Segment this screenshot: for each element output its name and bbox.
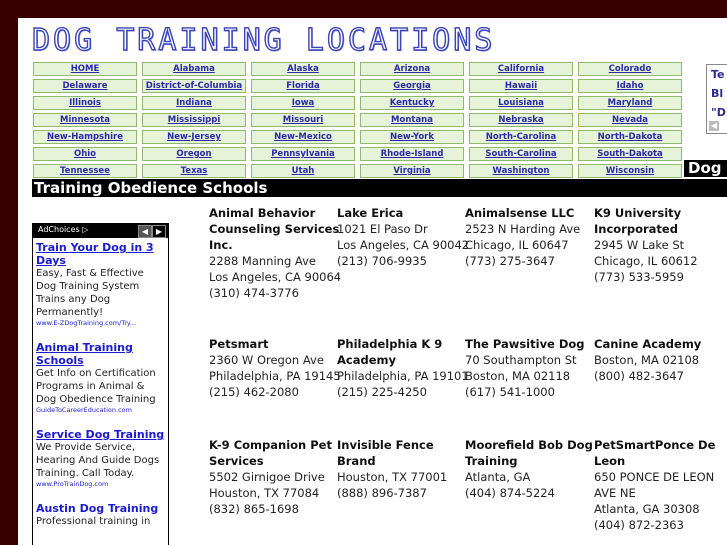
nav-link-idaho[interactable]: Idaho [578, 79, 682, 93]
nav-link-hawaii[interactable]: Hawaii [469, 79, 573, 93]
nav-link-utah[interactable]: Utah [251, 164, 355, 178]
side-widget-line: Te [711, 68, 725, 81]
page-heading-line2: Training Obedience Schools [32, 179, 727, 197]
side-widget-line: "D [711, 106, 726, 119]
nav-link-tennessee[interactable]: Tennessee [33, 164, 137, 178]
listing-name: PetSmartPonce De Leon [594, 438, 716, 468]
nav-link-nebraska[interactable]: Nebraska [469, 113, 573, 127]
listing-card [594, 437, 727, 533]
listing-name: Lake Erica [337, 206, 404, 220]
nav-link-new-hampshire[interactable]: New-Hampshire [33, 130, 137, 144]
nav-link-north-carolina[interactable]: North-Carolina [469, 130, 573, 144]
ad-url-link[interactable]: www.ProTrainDog.com [36, 480, 109, 488]
nav-link-iowa[interactable]: Iowa [251, 96, 355, 110]
ad-url-link[interactable]: GuideToCareerEducation.com [36, 406, 132, 414]
listings-grid [209, 205, 727, 545]
listing-name: K9 University Incorporated [594, 206, 682, 236]
listing-phone: (404) 872-2363 [594, 518, 684, 532]
nav-link-district-of-columbia[interactable]: District-of-Columbia [142, 79, 246, 93]
listing-address: 5502 Girnigoe Drive [209, 470, 325, 484]
ad-url-link[interactable]: www.E-ZDogTraining.com/Try... [36, 319, 137, 327]
nav-link-alabama[interactable]: Alabama [142, 62, 246, 76]
ad-header [33, 224, 168, 238]
listing-city: Chicago, IL 60647 [465, 238, 569, 252]
listing-city: Los Angeles, CA 90042 [337, 238, 470, 252]
ad-item [33, 502, 168, 528]
listing-address: 650 PONCE DE LEON AVE NE [594, 470, 715, 500]
listing-card [594, 336, 727, 384]
listing-phone: (773) 533-5959 [594, 270, 684, 284]
nav-link-minnesota[interactable]: Minnesota [33, 113, 137, 127]
chevron-left-icon[interactable]: ◀ [710, 121, 718, 130]
listing-city: Philadelphia, PA 19145 [209, 369, 341, 383]
listing-city: Atlanta, GA [465, 470, 531, 484]
nav-link-alaska[interactable]: Alaska [251, 62, 355, 76]
listing-card [465, 437, 600, 501]
listing-address: 2523 N Harding Ave [465, 222, 581, 236]
listing-name: The Pawsitive Dog [465, 337, 585, 351]
nav-link-louisiana[interactable]: Louisiana [469, 96, 573, 110]
ad-item [33, 341, 168, 415]
listing-name: Philadelphia K 9 Academy [337, 337, 443, 367]
listing-phone: (310) 474-3776 [209, 286, 299, 300]
ad-item [33, 241, 168, 328]
ad-title-link[interactable]: Service Dog Training [36, 428, 165, 441]
nav-link-north-dakota[interactable]: North-Dakota [578, 130, 682, 144]
nav-link-california[interactable]: California [469, 62, 573, 76]
nav-link-new-york[interactable]: New-York [360, 130, 464, 144]
listing-address: 2360 W Oregon Ave [209, 353, 324, 367]
listing-city: Boston, MA 02118 [465, 369, 571, 383]
nav-link-kentucky[interactable]: Kentucky [360, 96, 464, 110]
nav-link-illinois[interactable]: Illinois [33, 96, 137, 110]
listing-phone: (800) 482-3647 [594, 369, 684, 383]
nav-link-new-mexico[interactable]: New-Mexico [251, 130, 355, 144]
side-widget-line: Bl [711, 87, 724, 100]
listing-city: Boston, MA 02108 [594, 353, 700, 367]
listing-address: 70 Southampton St [465, 353, 577, 367]
ad-title-link[interactable]: Train Your Dog in 3 Days [36, 241, 154, 267]
nav-link-delaware[interactable]: Delaware [33, 79, 137, 93]
listing-name: K-9 Companion Pet Services [209, 438, 332, 468]
nav-link-virginia[interactable]: Virginia [360, 164, 464, 178]
listing-phone: (773) 275-3647 [465, 254, 555, 268]
listing-name: Invisible Fence Brand [337, 438, 434, 468]
listing-card [337, 437, 472, 501]
listing-address: 1021 El Paso Dr [337, 222, 428, 236]
nav-link-washington[interactable]: Washington [469, 164, 573, 178]
listing-phone: (888) 896-7387 [337, 486, 427, 500]
listing-phone: (832) 865-1698 [209, 502, 299, 516]
page-heading-line1: Dog [684, 160, 727, 177]
ad-title-link[interactable]: Animal Training Schools [36, 341, 133, 367]
listing-city: Houston, TX 77001 [337, 470, 448, 484]
ad-body: We Provide Service, Hearing And Guide Dogs Training. Call Today. [36, 442, 160, 479]
nav-link-texas[interactable]: Texas [142, 164, 246, 178]
listing-name: Petsmart [209, 337, 269, 351]
ad-body: Professional training in [36, 516, 151, 527]
listing-name: Animal Behavior Counseling Services Inc. [209, 206, 340, 252]
nav-link-oregon[interactable]: Oregon [142, 147, 246, 161]
listing-address: 2288 Manning Ave [209, 254, 316, 268]
listing-phone: (215) 225-4250 [337, 385, 427, 399]
adchoices-label[interactable]: AdChoices ▷ [38, 225, 89, 234]
nav-link-new-jersey[interactable]: New-Jersey [142, 130, 246, 144]
nav-link-arizona[interactable]: Arizona [360, 62, 464, 76]
listing-city: Philadelphia, PA 19101 [337, 369, 469, 383]
ad-body: Easy, Fast & Effective Dog Training System Trains any Dog Permanently! [36, 268, 144, 318]
page-heading [32, 160, 727, 200]
site-title: DOG TRAINING LOCATIONS [32, 23, 496, 58]
ad-panel [32, 223, 169, 545]
listing-city: Los Angeles, CA 90064 [209, 270, 342, 284]
nav-link-nevada[interactable]: Nevada [578, 113, 682, 127]
listing-address: 2945 W Lake St [594, 238, 685, 252]
ad-title-link[interactable]: Austin Dog Training [36, 502, 159, 515]
nav-link-home[interactable]: HOME [33, 62, 137, 76]
listing-phone: (215) 462-2080 [209, 385, 299, 399]
listing-city: Houston, TX 77084 [209, 486, 320, 500]
page [18, 18, 727, 545]
listing-city: Atlanta, GA 30308 [594, 502, 700, 516]
nav-link-indiana[interactable]: Indiana [142, 96, 246, 110]
nav-link-south-carolina[interactable]: South-Carolina [469, 147, 573, 161]
chevron-right-icon[interactable]: ▶ [152, 225, 166, 238]
listing-card [337, 336, 472, 400]
nav-link-florida[interactable]: Florida [251, 79, 355, 93]
chevron-left-icon[interactable]: ◀ [138, 225, 152, 238]
listing-card [337, 205, 472, 269]
listing-phone: (617) 541-1000 [465, 385, 555, 399]
listing-card [465, 205, 600, 269]
listing-card [209, 205, 344, 301]
nav-link-ohio[interactable]: Ohio [33, 147, 137, 161]
listing-name: Animalsense LLC [465, 206, 575, 220]
listing-card [465, 336, 600, 400]
nav-link-pennsylvania[interactable]: Pennsylvania [251, 147, 355, 161]
ad-body: Get Info on Certification Programs in Animal & Dog Obedience Training [36, 368, 156, 405]
listing-card [209, 336, 344, 400]
nav-link-colorado[interactable]: Colorado [578, 62, 682, 76]
nav-link-missouri[interactable]: Missouri [251, 113, 355, 127]
nav-link-maryland[interactable]: Maryland [578, 96, 682, 110]
nav-link-montana[interactable]: Montana [360, 113, 464, 127]
side-widget[interactable] [706, 64, 727, 134]
listing-name: Canine Academy [594, 337, 702, 351]
listing-phone: (404) 874-5224 [465, 486, 555, 500]
listing-card [209, 437, 344, 517]
listing-card [594, 205, 727, 285]
nav-link-mississippi[interactable]: Mississippi [142, 113, 246, 127]
nav-link-georgia[interactable]: Georgia [360, 79, 464, 93]
listing-city: Chicago, IL 60612 [594, 254, 698, 268]
ad-item [33, 428, 168, 489]
nav-link-wisconsin[interactable]: Wisconsin [578, 164, 682, 178]
listing-name: Moorefield Bob Dog Training [465, 438, 593, 468]
listing-phone: (213) 706-9935 [337, 254, 427, 268]
nav-link-rhode-island[interactable]: Rhode-Island [360, 147, 464, 161]
nav-link-south-dakota[interactable]: South-Dakota [578, 147, 682, 161]
